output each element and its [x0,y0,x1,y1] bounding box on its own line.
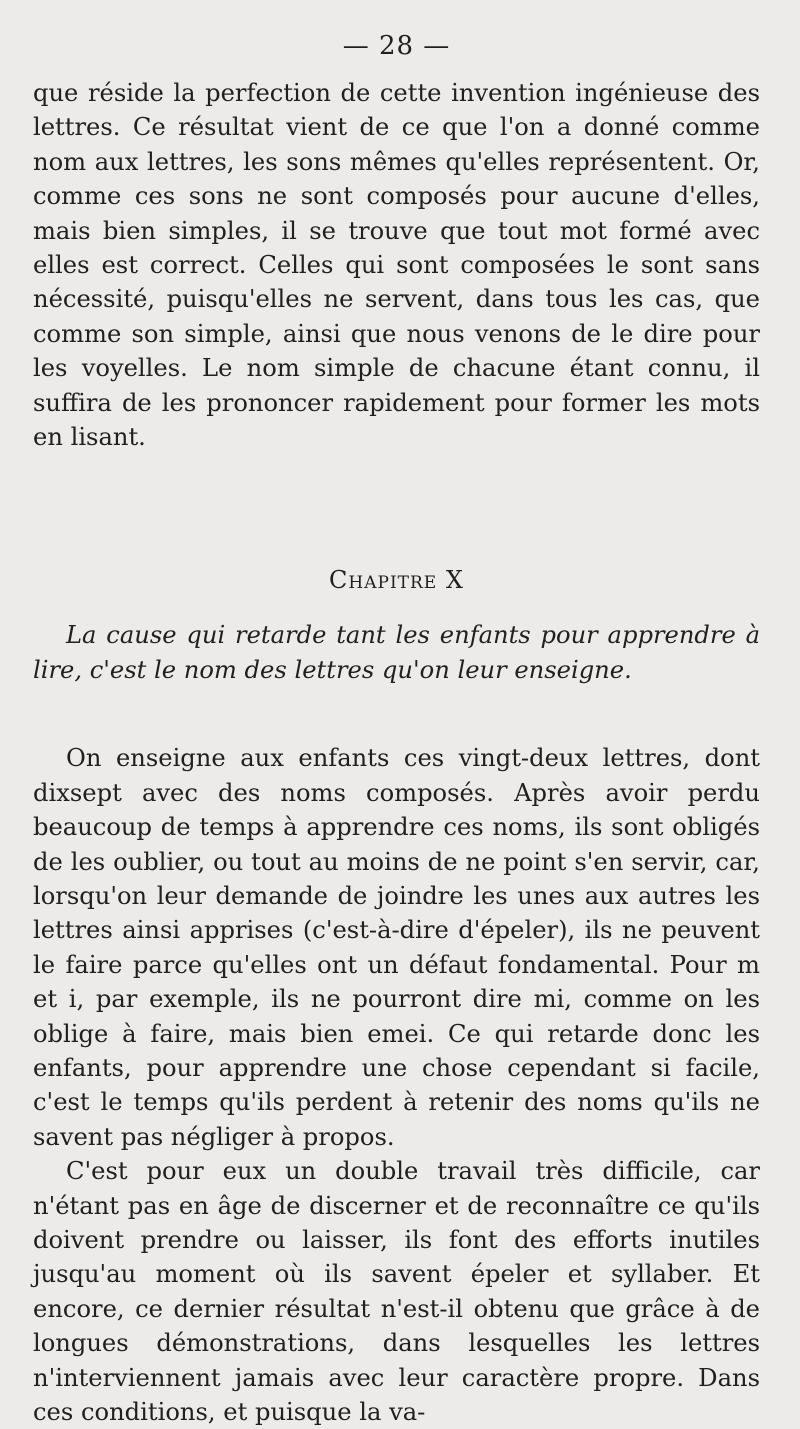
paragraph-continuation: que réside la perfection de cette invention ingénieuse des lettres. Ce résultat vient de ce que l'on a donné comme nom aux lettres, les sons mêmes qu'elles représentent. Or, comme ces sons ne sont composés pour aucune d'elles, mais bien simples, il se trouve que tout mot formé avec elles est correct. Celles qui sont composées le sont sans nécessité, puisqu'elles ne servent, dans tous les cas, que comme son simple, ainsi que nous venons de le dire pour les voyelles. Le nom simple de chacune étant connu, il suffira de les prononcer rapidement pour former les mots en lisant. [33,79,760,452]
paragraph-block-bottom [33,741,760,1429]
page-number: — 28 — [342,31,451,61]
paragraph-double-travail: C'est pour eux un double travail très difficile, car n'étant pas en âge de discerner et de reconnaître ce qu'ils doivent prendre ou laisser, ils font des efforts inutiles jusqu'au moment où ils savent épeler et syllaber. Et encore, ce dernier résultat n'est-il obtenu que grâce à de longues démonstrations, dans lesquelles les lettres n'interviennent jamais avec leur caractère propre. Dans ces conditions, et puisque la va- [33,1157,760,1426]
chapter-subtitle: La cause qui retarde tant les enfants pour apprendre à lire, c'est le nom des lettres qu'on leur enseigne. [33,621,760,684]
chapter-heading: Chapitre X [329,566,464,595]
chapter-subtitle-block [33,618,760,687]
paragraph-enseignement: On enseigne aux enfants ces vingt-deux lettres, dont dixsept avec des noms composés. Après avoir perdu beaucoup de temps à apprendre ces noms, ils sont obligés de les oublier, ou tout au moins de ne point s'en servir, car, lorsqu'on leur demande de joindre les unes aux autres les lettres ainsi apprises (c'est-à-dire d'épeler), ils ne peuvent le faire parce qu'elles ont un défaut fondamental. Pour m et i, par exemple, ils ne pourront dire mi, comme on les oblige à faire, mais bien emei. Ce qui retarde donc les enfants, pour apprendre une chose cependant si facile, c'est le temps qu'ils perdent à retenir des noms qu'ils ne savent pas négliger à propos. [33,744,760,1151]
paragraph-block-top [33,76,760,454]
